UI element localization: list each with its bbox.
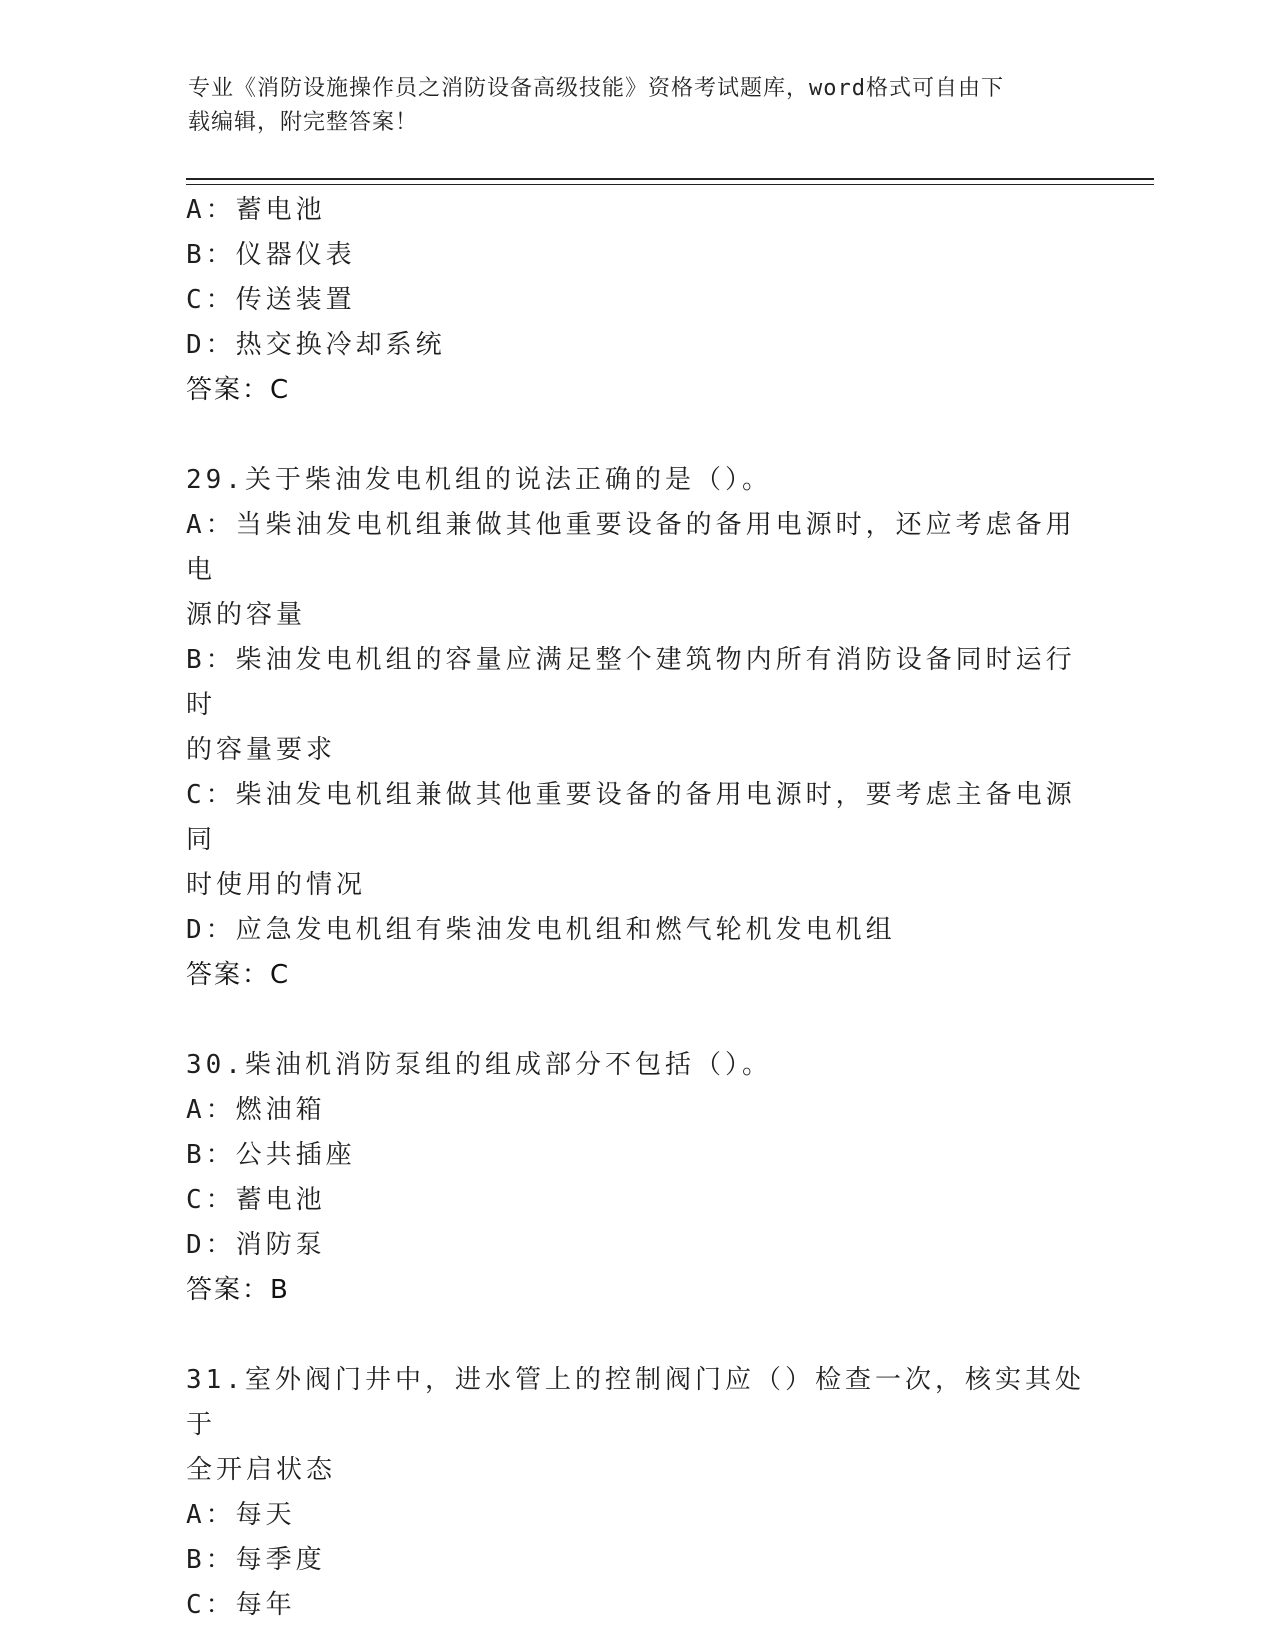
option-c: C：柴油发电机组兼做其他重要设备的备用电源时，要考虑主备电源同 (186, 780, 1076, 855)
option-c: C：每年 (186, 1590, 296, 1620)
option-b: B：公共插座 (186, 1140, 356, 1170)
option-a: A：蓄电池 (186, 195, 326, 225)
question-text: 30.柴油机消防泵组的组成部分不包括（）。 (186, 1050, 772, 1080)
question-text-continued: 全开启状态 (186, 1455, 337, 1485)
option-b: B：每季度 (186, 1545, 326, 1575)
header-line-2: 载编辑，附完整答案！ (188, 110, 419, 135)
option-c: C：传送装置 (186, 285, 356, 315)
header-divider-thin (186, 184, 1154, 185)
question-29-block (186, 458, 1086, 998)
option-c-continued: 时使用的情况 (186, 870, 367, 900)
question-text: 31.室外阀门井中，进水管上的控制阀门应（）检查一次，核实其处于 (186, 1365, 1085, 1440)
answer-label: 答案：C (186, 960, 291, 990)
option-a: A：当柴油发电机组兼做其他重要设备的备用电源时，还应考虑备用电 (186, 510, 1076, 585)
option-b-continued: 的容量要求 (186, 735, 337, 765)
header-divider-thick (186, 178, 1154, 180)
question-text: 29.关于柴油发电机组的说法正确的是（）。 (186, 465, 772, 495)
question-31-block (186, 1358, 1086, 1628)
question-list (186, 188, 1086, 1628)
option-d: D：热交换冷却系统 (186, 330, 446, 360)
option-d: D：消防泵 (186, 1230, 326, 1260)
answer-label: 答案：B (186, 1275, 290, 1305)
option-b: B：柴油发电机组的容量应满足整个建筑物内所有消防设备同时运行时 (186, 645, 1076, 720)
option-a: A：每天 (186, 1500, 296, 1530)
spacer (186, 1313, 1086, 1358)
option-b: B：仪器仪表 (186, 240, 356, 270)
option-d: D：应急发电机组有柴油发电机组和燃气轮机发电机组 (186, 915, 896, 945)
spacer (186, 413, 1086, 458)
header-line-1: 专业《消防设施操作员之消防设备高级技能》资格考试题库，word格式可自由下 (188, 76, 1004, 101)
option-a: A：燃油箱 (186, 1095, 326, 1125)
answer-label: 答案：C (186, 375, 291, 405)
option-c: C：蓄电池 (186, 1185, 326, 1215)
option-a-continued: 源的容量 (186, 600, 307, 630)
document-header (188, 72, 1068, 140)
question-28-block (186, 188, 1086, 413)
spacer (186, 998, 1086, 1043)
question-30-block (186, 1043, 1086, 1313)
